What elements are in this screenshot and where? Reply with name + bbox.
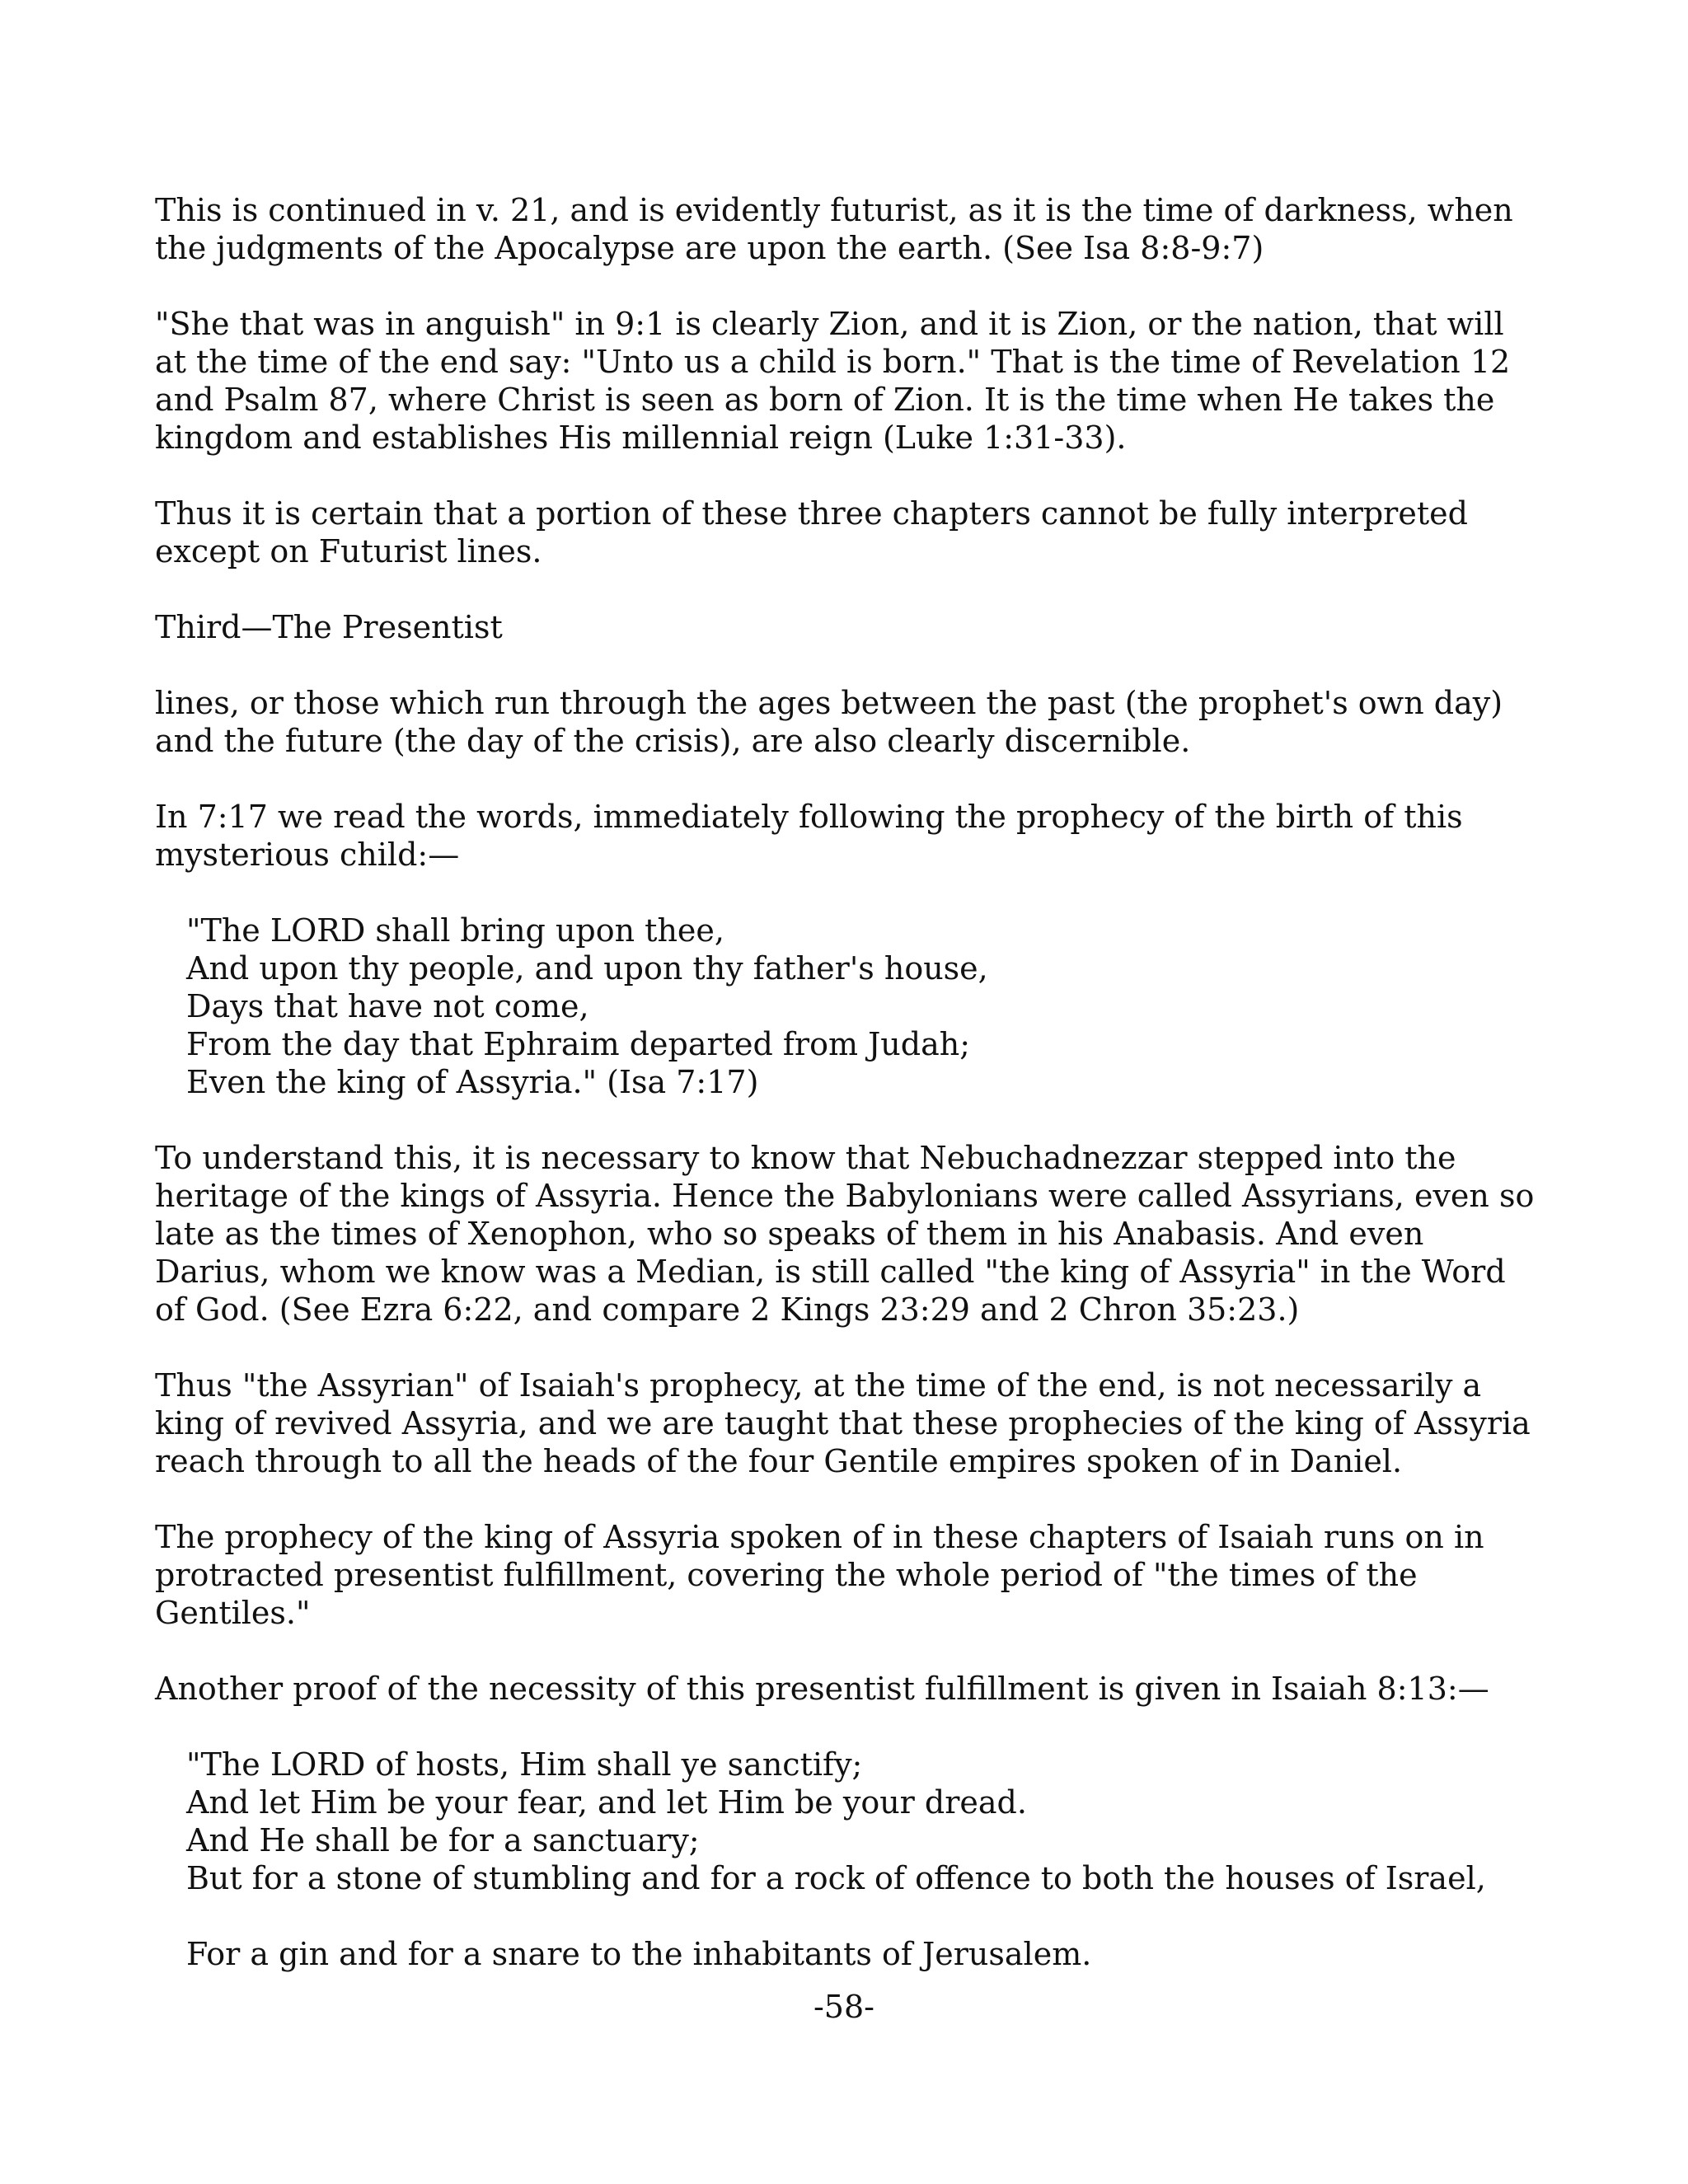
scripture-quote-isaiah-7-17 [186, 912, 1540, 1101]
paragraph-presentist-lines: lines, or those which run through the ages between the past (the prophet's own day) and the future (the day of the crisis), are also clearly discernible. [155, 685, 1503, 759]
quote-line: But for a stone of stumbling and for a rock of offence to both the houses of Israel, [186, 1860, 1486, 1896]
scripture-quote-isaiah-8-14 [186, 1935, 1540, 1973]
paragraph-zion: "She that was in anguish" in 9:1 is clearly Zion, and it is Zion, or the nation, that will at the time of the end say: "Unto us a child is born." That is the time of Revelation 12 and Psalm 87, where Christ is seen as born of Zion. It is the time when He takes the kingdom and establishes His millennial reign (Luke 1:31-33). [155, 306, 1511, 456]
quote-line: For a gin and for a snare to the inhabitants of Jerusalem. [186, 1936, 1092, 1972]
quote-line: "The LORD shall bring upon thee, [186, 912, 724, 949]
quote-line: Even the king of Assyria." (Isa 7:17) [186, 1064, 759, 1100]
scripture-quote-isaiah-8-13 [186, 1746, 1540, 1897]
document-page [155, 191, 1540, 2011]
quote-line: And let Him be your fear, and let Him be your dread. [186, 1784, 1027, 1821]
paragraph-futurist-continued: This is continued in v. 21, and is evidently futurist, as it is the time of darkness, when the judgments of the Apocalypse are upon the earth. (See Isa 8:8-9:7) [155, 192, 1513, 266]
quote-line: Days that have not come, [186, 988, 589, 1024]
quote-line: From the day that Ephraim departed from Judah; [186, 1026, 971, 1062]
paragraph-the-assyrian: Thus "the Assyrian" of Isaiah's prophecy, at the time of the end, is not necessarily a king of revived Assyria, and we are taught that these prophecies of the king of Assyria reach through to all the heads of the four Gentile empires spoken of in Daniel. [155, 1367, 1531, 1479]
quote-line: And upon thy people, and upon thy father's house, [186, 950, 988, 987]
page-number: -58- [813, 1989, 875, 2025]
paragraph-protracted-fulfillment: The prophecy of the king of Assyria spoken of in these chapters of Isaiah runs on in protracted presentist fulfillment, covering the whole period of "the times of the Gentiles." [155, 1519, 1484, 1631]
section-heading-presentist: Third—The Presentist [155, 609, 503, 645]
paragraph-isaiah-8-13-intro: Another proof of the necessity of this presentist fulfillment is given in Isaiah 8:13:— [155, 1671, 1489, 1707]
paragraph-futurist-conclusion: Thus it is certain that a portion of these three chapters cannot be fully interpreted except on Futurist lines. [155, 495, 1468, 569]
paragraph-isaiah-7-17-intro: In 7:17 we read the words, immediately following the prophecy of the birth of this mysterious child:— [155, 799, 1463, 873]
quote-line: And He shall be for a sanctuary; [186, 1822, 700, 1858]
quote-line: "The LORD of hosts, Him shall ye sanctify; [186, 1746, 863, 1783]
paragraph-nebuchadnezzar: To understand this, it is necessary to know that Nebuchadnezzar stepped into the heritage of the kings of Assyria. Hence the Babylonians were called Assyrians, even so late as the times of Xenophon, who so speaks of them in his Anabasis. And even Darius, whom we know was a Median, is still called "the king of Assyria" in the Word of God. (See Ezra 6:22, and compare 2 Kings 23:29 and 2 Chron 35:23.) [155, 1140, 1535, 1328]
